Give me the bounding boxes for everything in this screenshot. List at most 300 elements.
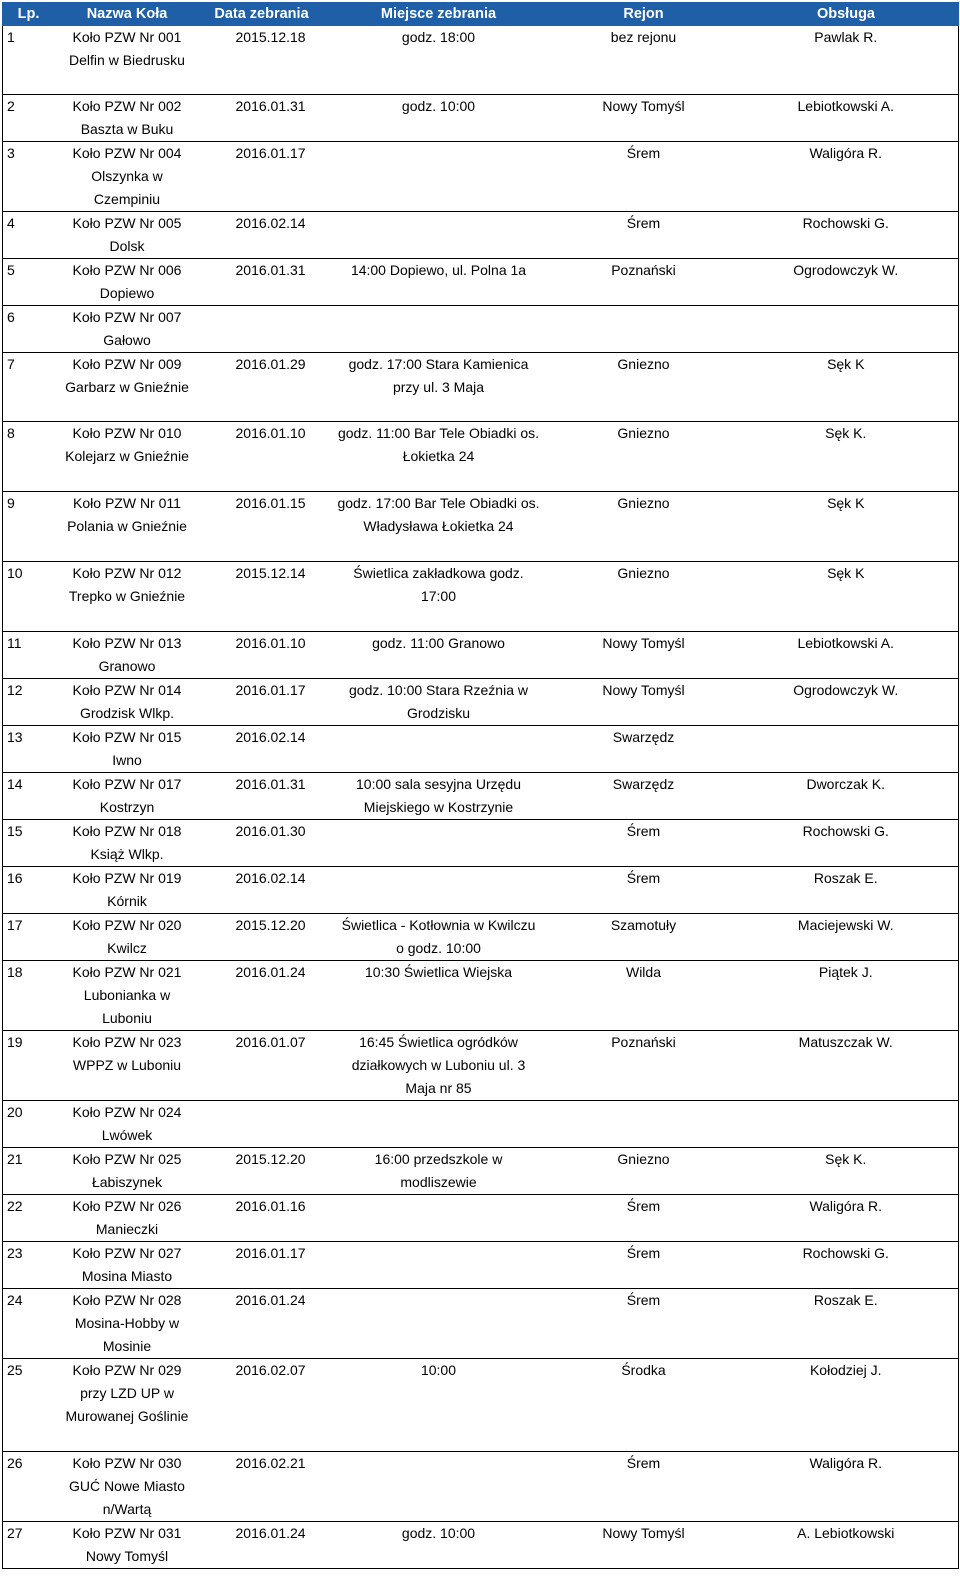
cell-text: 19 (7, 1034, 23, 1050)
cell-text: Koło PZW Nr 002 (72, 98, 182, 114)
cell-text: 2016.01.31 (235, 98, 306, 114)
cell-text: Śrem (626, 1455, 661, 1471)
cell-staff (734, 492, 959, 562)
cell-text: n/Wartą (102, 1501, 152, 1517)
cell-staff (734, 353, 959, 422)
cell-text: Rochowski G. (802, 823, 889, 839)
cell-text: Swarzędz (612, 729, 675, 745)
cell-text: GUĆ Nowe Miasto (69, 1478, 185, 1494)
cell-text: Garbarz w Gnieźnie (65, 379, 189, 395)
cell-region (554, 492, 734, 562)
cell-name (55, 212, 200, 259)
cell-text: 2016.01.24 (235, 964, 306, 980)
cell-region (554, 1522, 734, 1569)
cell-staff (734, 679, 959, 726)
cell-place (324, 259, 554, 306)
cell-text: przy LZD UP w (80, 1385, 174, 1401)
cell-name (55, 142, 200, 212)
table-row (3, 679, 959, 726)
cell-text: 15 (7, 823, 23, 839)
cell-place (324, 26, 554, 95)
cell-lp (3, 961, 55, 1031)
cell-lp (3, 1452, 55, 1522)
cell-text: Koło PZW Nr 004 (72, 145, 182, 161)
cell-text: Murowanej Goślinie (65, 1408, 189, 1424)
cell-name (55, 1289, 200, 1359)
cell-text: Kórnik (107, 893, 147, 909)
cell-text: 12 (7, 682, 23, 698)
cell-lp (3, 679, 55, 726)
table-row (3, 353, 959, 422)
cell-text: 11 (7, 635, 22, 651)
table-body (3, 26, 959, 1569)
cell-text: Dopiewo (99, 285, 155, 301)
cell-date (200, 773, 324, 820)
cell-region (554, 679, 734, 726)
cell-text: modliszewie (400, 1174, 477, 1190)
cell-text: 4 (7, 215, 15, 231)
table-row (3, 259, 959, 306)
cell-text: Gałowo (103, 332, 151, 348)
cell-text: Świetlica - Kotłownia w Kwilczu (341, 917, 536, 933)
cell-text: Lebiotkowski A. (797, 98, 894, 114)
cell-region (554, 914, 734, 961)
cell-region (554, 867, 734, 914)
cell-text: A. Lebiotkowski (797, 1525, 895, 1541)
table-row (3, 492, 959, 562)
cell-region (554, 1101, 734, 1148)
cell-staff (734, 212, 959, 259)
cell-text: 2015.12.20 (235, 917, 306, 933)
cell-text: Nowy Tomyśl (602, 682, 685, 698)
table-row (3, 1242, 959, 1289)
cell-text: Luboniu (102, 1010, 152, 1026)
cell-place (324, 1195, 554, 1242)
cell-text: Mosinie (102, 1338, 152, 1354)
cell-text: 2016.01.24 (235, 1525, 306, 1541)
cell-text: Olszynka w (91, 168, 163, 184)
cell-staff (734, 773, 959, 820)
cell-text: Polania w Gnieźnie (67, 518, 187, 534)
table-row (3, 961, 959, 1031)
cell-region (554, 259, 734, 306)
table-row (3, 306, 959, 353)
cell-name (55, 632, 200, 679)
cell-text: Koło PZW Nr 021 (72, 964, 182, 980)
cell-text: 10:00 sala sesyjna Urzędu (356, 776, 521, 792)
cell-text: Koło PZW Nr 019 (72, 870, 182, 886)
cell-text: 2016.02.07 (235, 1362, 306, 1378)
cell-text: Waligóra R. (809, 145, 883, 161)
cell-region (554, 1242, 734, 1289)
cell-text: 2016.02.14 (235, 215, 306, 231)
cell-date (200, 492, 324, 562)
cell-date (200, 212, 324, 259)
cell-region (554, 1452, 734, 1522)
cell-lp (3, 1148, 55, 1195)
cell-text: Delfin w Biedrusku (69, 52, 185, 68)
cell-date (200, 1242, 324, 1289)
cell-text: godz. 11:00 Bar Tele Obiadki os. (337, 425, 540, 441)
cell-text: Czempiniu (93, 191, 161, 207)
table-row (3, 1195, 959, 1242)
cell-text: Miejskiego w Kostrzynie (363, 799, 514, 815)
cell-text: Śrem (626, 1292, 661, 1308)
cell-lp (3, 773, 55, 820)
cell-text: Rochowski G. (802, 215, 889, 231)
cell-region (554, 422, 734, 492)
cell-date (200, 1289, 324, 1359)
header-region: Rejon (554, 3, 734, 26)
cell-text: 2015.12.20 (235, 1151, 306, 1167)
table-row (3, 422, 959, 492)
cell-lp (3, 632, 55, 679)
cell-place (324, 867, 554, 914)
table-row (3, 142, 959, 212)
cell-text: 27 (7, 1525, 23, 1541)
cell-text: Koło PZW Nr 031 (72, 1525, 182, 1541)
cell-region (554, 1289, 734, 1359)
cell-text: Mosina-Hobby w (74, 1315, 180, 1331)
cell-staff (734, 142, 959, 212)
cell-text: godz. 17:00 Bar Tele Obiadki os. (337, 495, 540, 511)
cell-date (200, 679, 324, 726)
cell-text: 2016.01.24 (235, 1292, 306, 1308)
cell-text: Nowy Tomyśl (602, 98, 685, 114)
cell-staff (734, 914, 959, 961)
cell-place (324, 492, 554, 562)
cell-text: Świetlica zakładkowa godz. (353, 565, 524, 581)
cell-text: 13 (7, 729, 23, 745)
cell-text: 2016.01.17 (235, 1245, 306, 1261)
cell-text: Sęk K (827, 495, 865, 511)
cell-lp (3, 142, 55, 212)
cell-text: Koło PZW Nr 026 (72, 1198, 182, 1214)
cell-lp (3, 95, 55, 142)
cell-place (324, 1148, 554, 1195)
cell-region (554, 632, 734, 679)
cell-text: Śrem (626, 1245, 661, 1261)
cell-text: 6 (7, 309, 15, 325)
cell-region (554, 562, 734, 632)
cell-text: Śrem (626, 823, 661, 839)
cell-text: Kwilcz (107, 940, 147, 956)
cell-date (200, 1101, 324, 1148)
cell-text: Gniezno (617, 425, 670, 441)
cell-text: 21 (7, 1151, 23, 1167)
table-row (3, 1289, 959, 1359)
cell-staff (734, 1195, 959, 1242)
table-row (3, 726, 959, 773)
cell-text: WPPZ w Luboniu (72, 1057, 182, 1073)
cell-text: 2016.01.16 (235, 1198, 306, 1214)
cell-text: Koło PZW Nr 017 (72, 776, 182, 792)
cell-date (200, 353, 324, 422)
cell-name (55, 95, 200, 142)
cell-place (324, 1359, 554, 1452)
table-row (3, 1148, 959, 1195)
cell-lp (3, 1101, 55, 1148)
table-row (3, 1101, 959, 1148)
cell-text: Śrem (626, 870, 661, 886)
cell-text: Dolsk (109, 238, 145, 254)
cell-text: Mosina Miasto (81, 1268, 173, 1284)
cell-text: Książ Wlkp. (90, 846, 164, 862)
cell-place (324, 422, 554, 492)
cell-lp (3, 820, 55, 867)
cell-name (55, 820, 200, 867)
cell-text: 16 (7, 870, 23, 886)
cell-text: Koło PZW Nr 006 (72, 262, 182, 278)
cell-date (200, 632, 324, 679)
cell-text: 2016.01.07 (235, 1034, 306, 1050)
cell-name (55, 259, 200, 306)
cell-text: Koło PZW Nr 007 (72, 309, 182, 325)
cell-region (554, 726, 734, 773)
cell-staff (734, 1452, 959, 1522)
cell-place (324, 820, 554, 867)
table-row (3, 914, 959, 961)
cell-place (324, 306, 554, 353)
cell-lp (3, 1031, 55, 1101)
table-row (3, 95, 959, 142)
cell-text: Koło PZW Nr 018 (72, 823, 182, 839)
cell-text: 2 (7, 98, 15, 114)
cell-staff (734, 1242, 959, 1289)
cell-text: Gniezno (617, 1151, 670, 1167)
cell-text: Nowy Tomyśl (602, 635, 685, 651)
cell-region (554, 1031, 734, 1101)
table-row (3, 1522, 959, 1569)
cell-staff (734, 1148, 959, 1195)
cell-text: Koło PZW Nr 028 (72, 1292, 182, 1308)
cell-text: Poznański (611, 1034, 676, 1050)
cell-text: 18 (7, 964, 23, 980)
cell-date (200, 142, 324, 212)
cell-text: 24 (7, 1292, 23, 1308)
cell-text: Łabiszynek (91, 1174, 163, 1190)
cell-text: 2016.01.31 (235, 262, 306, 278)
cell-place (324, 142, 554, 212)
cell-date (200, 914, 324, 961)
cell-place (324, 1289, 554, 1359)
cell-text: Baszta w Buku (80, 121, 174, 137)
header-lp: Lp. (3, 3, 55, 26)
cell-date (200, 95, 324, 142)
cell-name (55, 422, 200, 492)
meetings-table (2, 2, 959, 1569)
cell-name (55, 867, 200, 914)
cell-text: Sęk K (827, 356, 865, 372)
cell-text: 17 (7, 917, 23, 933)
cell-text: Waligóra R. (809, 1455, 883, 1471)
cell-text: Lebiotkowski A. (797, 635, 894, 651)
cell-text: 10 (7, 565, 23, 581)
cell-staff (734, 1359, 959, 1452)
cell-text: 2016.01.17 (235, 682, 306, 698)
cell-date (200, 726, 324, 773)
cell-region (554, 26, 734, 95)
cell-place (324, 961, 554, 1031)
cell-text: godz. 11:00 Granowo (372, 635, 505, 651)
cell-date (200, 26, 324, 95)
cell-text: działkowych w Luboniu ul. 3 (351, 1057, 526, 1073)
cell-place (324, 1101, 554, 1148)
cell-text: Kolejarz w Gnieźnie (65, 448, 189, 464)
cell-place (324, 353, 554, 422)
cell-lp (3, 1359, 55, 1452)
cell-text: Pawlak R. (814, 29, 878, 45)
cell-staff (734, 306, 959, 353)
cell-name (55, 492, 200, 562)
cell-date (200, 961, 324, 1031)
table-row (3, 632, 959, 679)
cell-region (554, 1148, 734, 1195)
cell-lp (3, 492, 55, 562)
cell-date (200, 1522, 324, 1569)
cell-text: Ogrodowczyk W. (793, 682, 899, 698)
cell-lp (3, 212, 55, 259)
cell-name (55, 26, 200, 95)
table-row (3, 1359, 959, 1452)
cell-text: godz. 10:00 (401, 1525, 476, 1541)
cell-text: 2016.02.21 (235, 1455, 306, 1471)
cell-text: Koło PZW Nr 001 (72, 29, 182, 45)
cell-text: Środka (621, 1362, 666, 1378)
cell-text: godz. 18:00 (401, 29, 476, 45)
cell-text: Sęk K. (825, 425, 867, 441)
cell-text: 1 (7, 29, 15, 45)
cell-text: Koło PZW Nr 012 (72, 565, 182, 581)
cell-text: Koło PZW Nr 011 (73, 495, 181, 511)
cell-text: Piątek J. (818, 964, 873, 980)
cell-date (200, 422, 324, 492)
header-staff: Obsługa (734, 3, 959, 26)
cell-text: Śrem (626, 145, 661, 161)
cell-text: 7 (7, 356, 15, 372)
cell-text: Gniezno (617, 495, 670, 511)
cell-text: bez rejonu (610, 29, 677, 45)
cell-text: Nowy Tomyśl (85, 1548, 169, 1564)
cell-text: 14:00 Dopiewo, ul. Polna 1a (350, 262, 527, 278)
cell-lp (3, 1289, 55, 1359)
cell-text: 2016.01.10 (235, 635, 306, 651)
cell-date (200, 820, 324, 867)
table-row (3, 26, 959, 95)
cell-text: Poznański (611, 262, 676, 278)
cell-text: Dworczak K. (806, 776, 886, 792)
cell-lp (3, 353, 55, 422)
cell-text: Gniezno (617, 565, 670, 581)
cell-text: 26 (7, 1455, 23, 1471)
cell-text: Kostrzyn (99, 799, 155, 815)
cell-text: 2015.12.18 (235, 29, 306, 45)
cell-region (554, 95, 734, 142)
cell-text: Matuszczak W. (798, 1034, 893, 1050)
cell-text: 10:00 (420, 1362, 457, 1378)
table-row (3, 212, 959, 259)
table-row (3, 867, 959, 914)
cell-text: Maciejewski W. (797, 917, 894, 933)
header-date: Data zebrania (200, 3, 324, 26)
cell-date (200, 1452, 324, 1522)
cell-region (554, 142, 734, 212)
cell-text: 2016.01.30 (235, 823, 306, 839)
cell-name (55, 1148, 200, 1195)
cell-text: Grodzisk Wlkp. (79, 705, 175, 721)
cell-text: Koło PZW Nr 030 (72, 1455, 182, 1471)
cell-lp (3, 422, 55, 492)
cell-text: Maja nr 85 (405, 1080, 472, 1096)
cell-place (324, 1031, 554, 1101)
cell-date (200, 306, 324, 353)
cell-text: Lubonianka w (83, 987, 171, 1003)
cell-name (55, 1452, 200, 1522)
cell-text: Koło PZW Nr 005 (72, 215, 182, 231)
cell-region (554, 1195, 734, 1242)
cell-name (55, 773, 200, 820)
cell-place (324, 1522, 554, 1569)
cell-name (55, 562, 200, 632)
cell-staff (734, 726, 959, 773)
cell-name (55, 353, 200, 422)
cell-text: Śrem (626, 1198, 661, 1214)
cell-text: Gniezno (617, 356, 670, 372)
cell-date (200, 1031, 324, 1101)
cell-text: Szamotuły (610, 917, 677, 933)
cell-text: 2016.02.14 (235, 729, 306, 745)
cell-text: Grodzisku (406, 705, 471, 721)
cell-text: Koło PZW Nr 029 (72, 1362, 182, 1378)
cell-name (55, 1195, 200, 1242)
cell-name (55, 679, 200, 726)
cell-place (324, 679, 554, 726)
cell-date (200, 867, 324, 914)
cell-text: Roszak E. (813, 870, 878, 886)
cell-text: przy ul. 3 Maja (392, 379, 485, 395)
cell-place (324, 773, 554, 820)
cell-text: 10:30 Świetlica Wiejska (364, 964, 513, 980)
cell-staff (734, 632, 959, 679)
cell-region (554, 353, 734, 422)
cell-text: Trepko w Gnieźnie (68, 588, 186, 604)
cell-lp (3, 1242, 55, 1289)
cell-text: 2016.02.14 (235, 870, 306, 886)
cell-text: 2016.01.29 (235, 356, 306, 372)
cell-text: Koło PZW Nr 010 (72, 425, 182, 441)
cell-text: 14 (7, 776, 23, 792)
cell-text: 22 (7, 1198, 23, 1214)
cell-staff (734, 1522, 959, 1569)
cell-text: 2016.01.31 (235, 776, 306, 792)
cell-text: 16:00 przedszkole w (374, 1151, 503, 1167)
cell-text: Sęk K (827, 565, 865, 581)
cell-staff (734, 422, 959, 492)
cell-text: Śrem (626, 215, 661, 231)
cell-text: 2016.01.10 (235, 425, 306, 441)
table-row (3, 562, 959, 632)
cell-staff (734, 26, 959, 95)
cell-text: 2015.12.14 (235, 565, 306, 581)
cell-staff (734, 259, 959, 306)
cell-text: Wilda (625, 964, 661, 980)
cell-lp (3, 867, 55, 914)
cell-text: Roszak E. (813, 1292, 878, 1308)
cell-text: o godz. 10:00 (396, 940, 481, 956)
cell-text: Koło PZW Nr 024 (72, 1104, 182, 1120)
header-name: Nazwa Koła (55, 3, 200, 26)
cell-staff (734, 1101, 959, 1148)
